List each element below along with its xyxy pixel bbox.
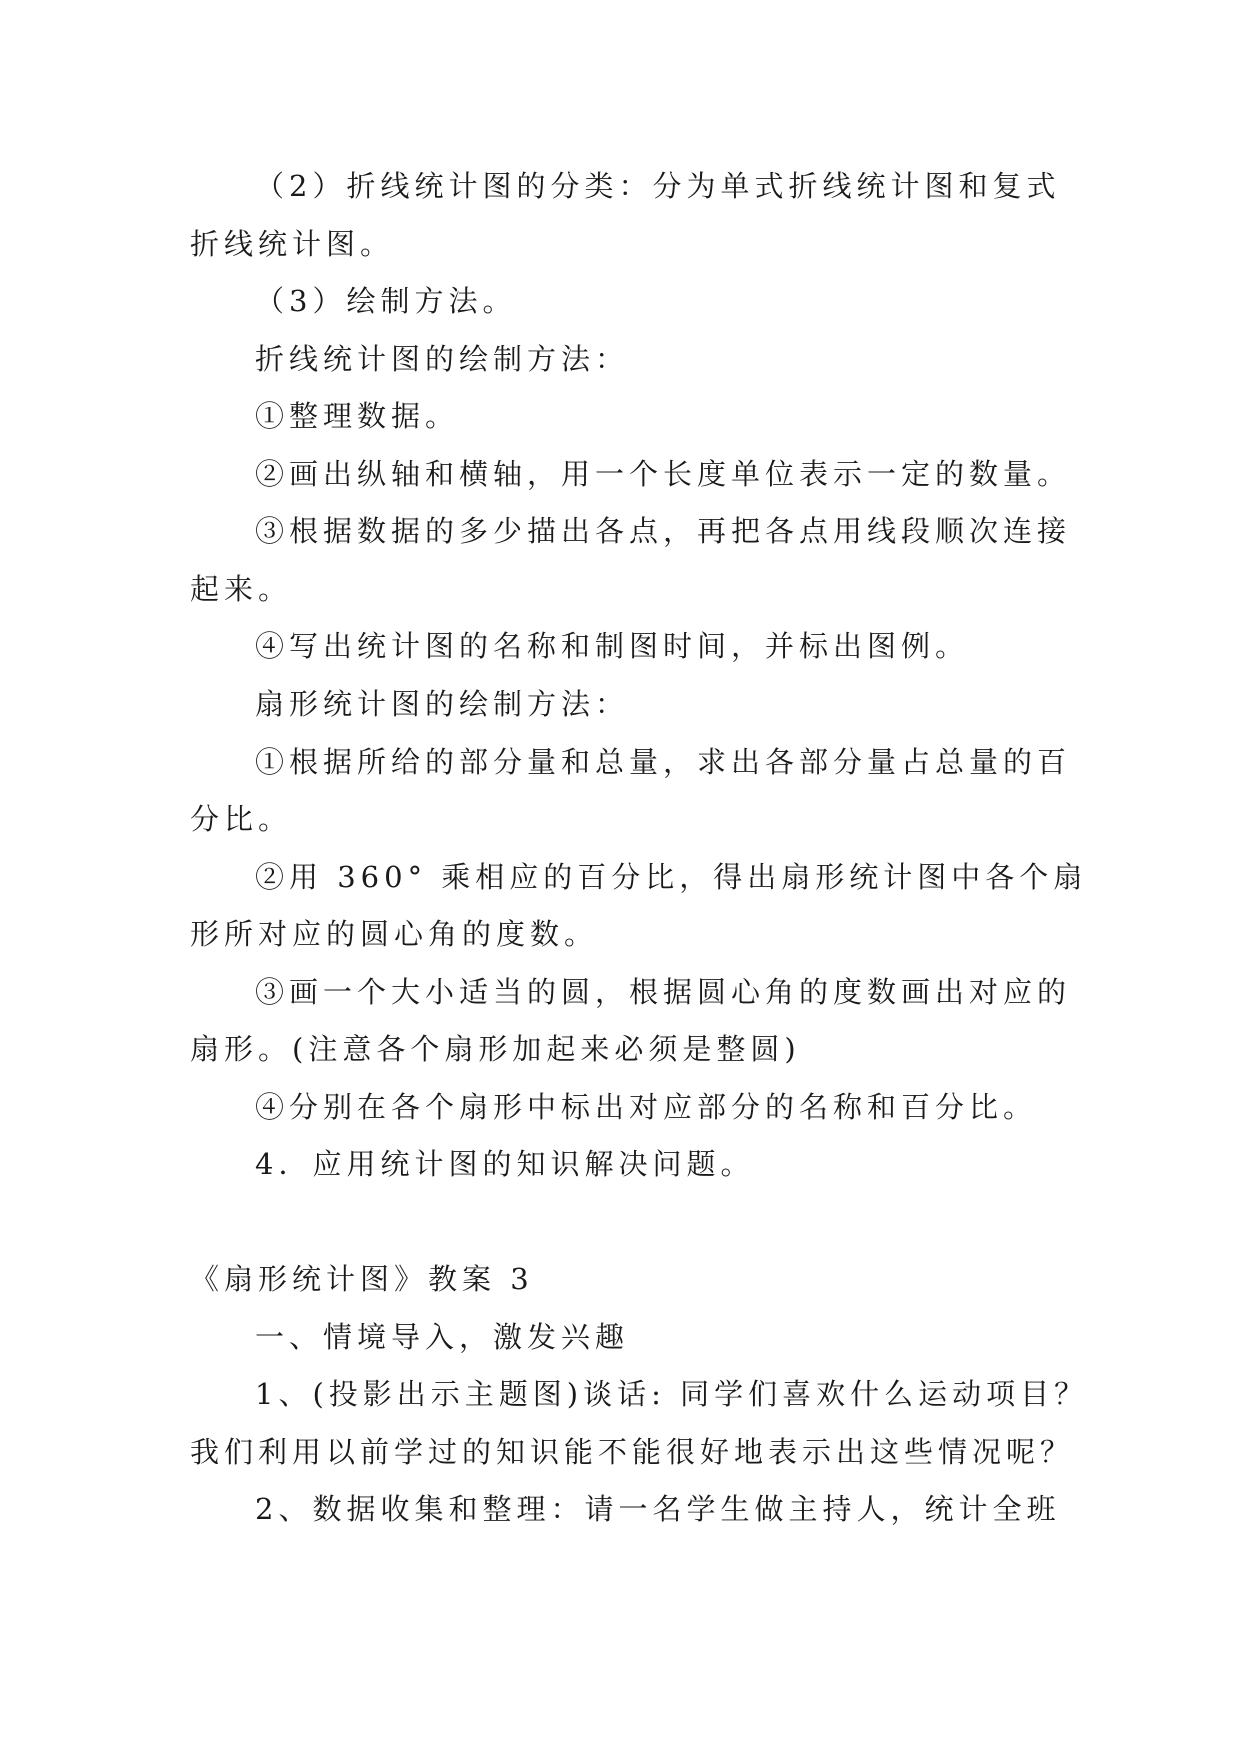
text-line: 扇形统计图的绘制方法： — [255, 687, 630, 721]
text-line: 4．应用统计图的知识解决问题。 — [255, 1147, 755, 1181]
text-line: 形所对应的圆心角的度数。 — [190, 917, 599, 951]
text-line: （2）折线统计图的分类：分为单式折线统计图和复式 — [255, 169, 1061, 203]
section-title: 《扇形统计图》教案 3 — [190, 1262, 534, 1296]
text-line: ①根据所给的部分量和总量，求出各部分量占总量的百 — [255, 745, 1072, 779]
text-line: 分比。 — [190, 802, 293, 836]
text-line: （3）绘制方法。 — [255, 284, 517, 318]
text-line: ③画一个大小适当的圆，根据圆心角的度数画出对应的 — [255, 975, 1072, 1009]
text-line: 折线统计图的绘制方法： — [255, 342, 630, 376]
text-line: 1、(投影出示主题图)谈话: 同学们喜欢什么运动项目？ — [255, 1377, 1089, 1411]
text-line: ①整理数据。 — [255, 399, 460, 433]
text-line: 起来。 — [190, 572, 293, 606]
text-line: ②用 360° 乘相应的百分比，得出扇形统计图中各个扇 — [255, 860, 1088, 894]
text-line: 扇形。(注意各个扇形加起来必须是整圆) — [190, 1032, 801, 1066]
text-line: ③根据数据的多少描出各点，再把各点用线段顺次连接 — [255, 514, 1072, 548]
text-line: ④分别在各个扇形中标出对应部分的名称和百分比。 — [255, 1090, 1038, 1124]
text-line: 我们利用以前学过的知识能不能很好地表示出这些情况呢？ — [190, 1435, 1075, 1469]
text-line: ④写出统计图的名称和制图时间，并标出图例。 — [255, 629, 970, 663]
text-line: 折线统计图。 — [190, 227, 395, 261]
section-heading: 一、情境导入，激发兴趣 — [255, 1320, 630, 1354]
text-line: ②画出纵轴和横轴，用一个长度单位表示一定的数量。 — [255, 457, 1072, 491]
text-line: 2、数据收集和整理：请一名学生做主持人，统计全班 — [255, 1492, 1061, 1526]
